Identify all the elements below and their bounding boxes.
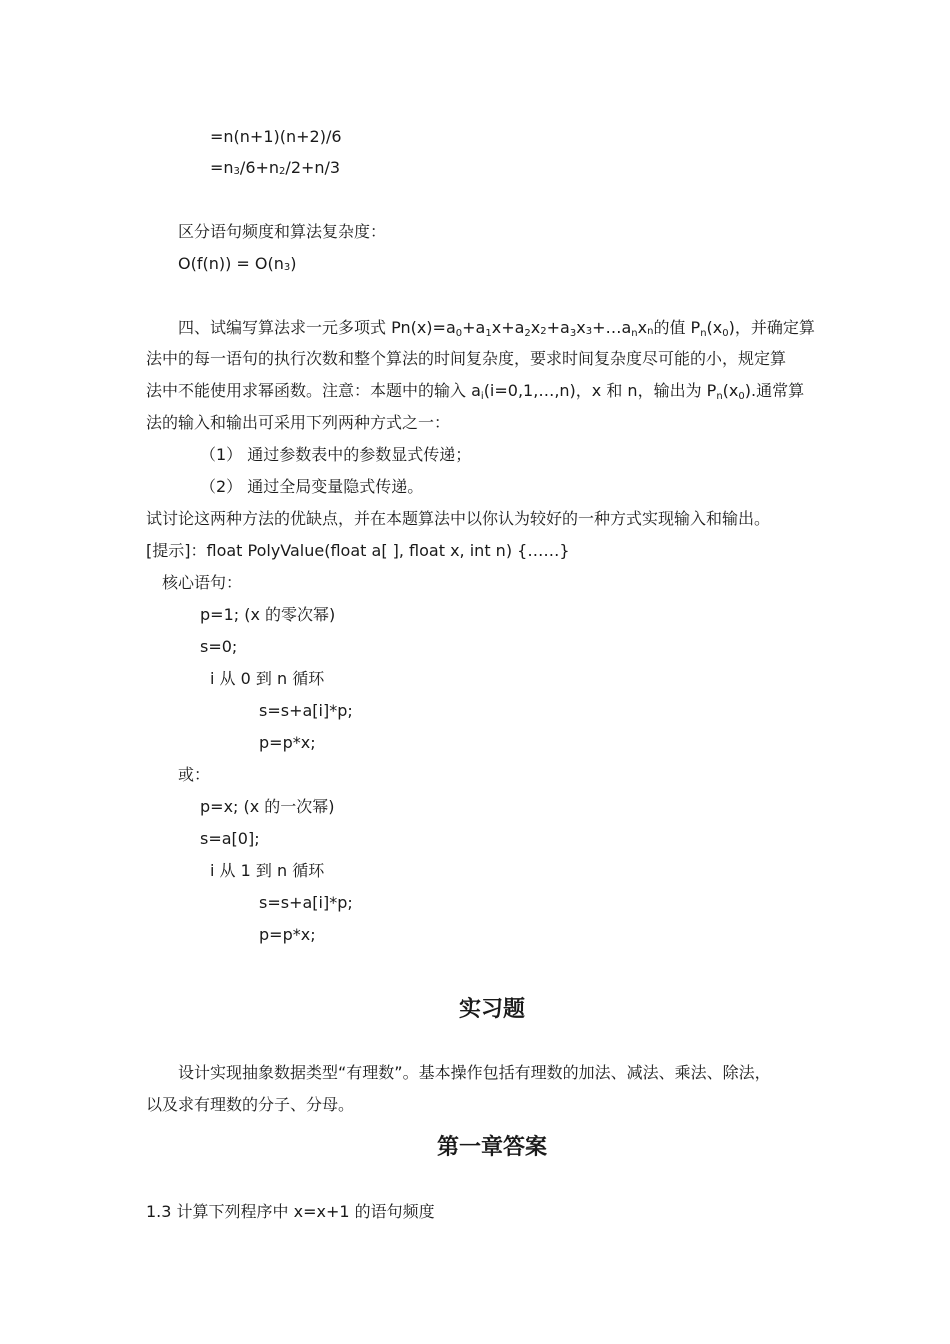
code-1-line-5: p=p*x; (259, 733, 316, 752)
code-2-line-5: p=p*x; (259, 925, 316, 944)
problem-4-line-2: 法中的每一语句的执行次数和整个算法的时间复杂度，要求时间复杂度尽可能的小，规定算 (146, 349, 787, 368)
code-1-line-3: i 从 0 到 n 循环 (210, 669, 325, 688)
or-label: 或： (178, 765, 211, 784)
code-1-line-1: p=1; (x 的零次幂) (200, 605, 336, 624)
code-2-line-3: i 从 1 到 n 循环 (210, 861, 325, 880)
distinguish-label: 区分语句频度和算法复杂度： (178, 222, 387, 241)
discussion-text: 试讨论这两种方法的优缺点，并在本题算法中以你认为较好的一种方式实现输入和输出。 (146, 509, 771, 528)
problem-4-line-3: 法中不能使用求幂函数。注意：本题中的输入 $a_i(i=0,1,\dots,n)$，x 和 n，输出为 $P_n(x_0)$.通常算 (146, 381, 805, 402)
formula-line-1: =n(n+1)(n+2)/6 (210, 127, 342, 146)
problem-4-line-4: 法的输入和输出可采用下列两种方式之一： (146, 413, 451, 432)
practice-line-1: 设计实现抽象数据类型“有理数”。基本操作包括有理数的加法、减法、乘法、除法， (178, 1063, 771, 1082)
practice-heading: 实习题 (458, 997, 525, 1022)
hint-text: [提示]：float PolyValue(float a[ ], float x, int n) {……} (146, 541, 570, 560)
option-1: （1） 通过参数表中的参数显式传递； (200, 445, 472, 464)
code-1-line-2: s=0; (200, 637, 238, 656)
code-1-line-4: s=s+a[i]*p; (259, 701, 353, 720)
answer-item-1-3: 1.3 计算下列程序中 x=x+1 的语句频度 (146, 1202, 435, 1221)
option-2: （2） 通过全局变量隐式传递。 (200, 477, 424, 496)
formula-line-2: $=n^3/6+n^2/2+n/3$ (210, 158, 341, 177)
code-2-line-1: p=x; (x 的一次幂) (200, 797, 335, 816)
problem-4-line-1: 四、试编写算法求一元多项式 $Pn(x)=a_0+a_1x+a_2x^2+a_3x^3+\dots a_nx^n$的值 $P_n(x_0)$，并确定算 (178, 318, 815, 339)
practice-line-2: 以及求有理数的分子、分母。 (146, 1095, 355, 1114)
code-2-line-2: s=a[0]; (200, 829, 260, 848)
code-2-line-4: s=s+a[i]*p; (259, 893, 353, 912)
complexity-formula: $O(f(n)) = O(n^3)$ (178, 254, 297, 273)
chapter-1-answers-heading: 第一章答案 (436, 1135, 547, 1160)
core-statements-label: 核心语句： (162, 573, 243, 592)
